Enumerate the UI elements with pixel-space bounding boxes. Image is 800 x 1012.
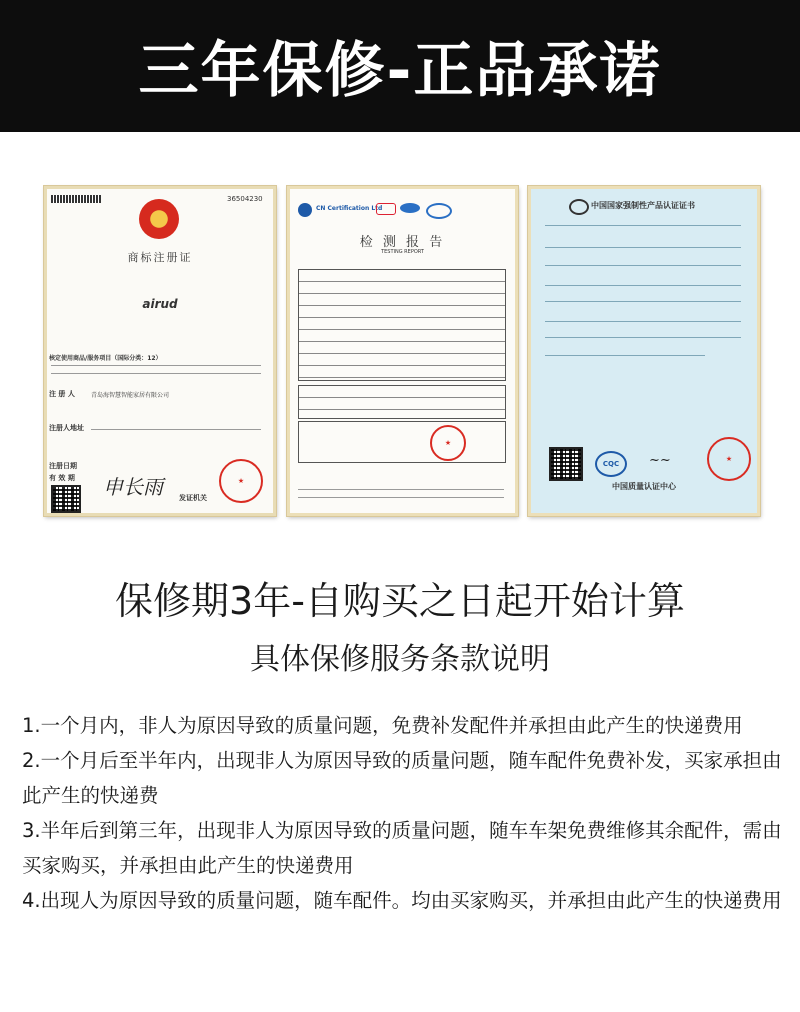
official-seal-icon: ★ [219,459,263,503]
header-barcode [51,195,101,203]
testing-report [287,186,518,516]
ccc-signature: ~~ [649,453,671,468]
ccc-center-name: 中国质量认证中心 [612,482,676,491]
term-item: 2.一个月后至半年内，出现非人为原因导致的质量问题，随车配件免费补发，买家承担由此产生的快递费 [22,749,782,807]
goods-label: 核定使用商品/服务项目（国际分类：12） [49,355,162,362]
report-title: 检 测 报 告 [359,235,446,250]
ccc-logo-icon [569,199,589,215]
signature: 申长雨 [103,475,163,499]
warranty-headline: 保修期3年-自购买之日起开始计算 [115,579,685,623]
report-result-table [298,385,506,419]
cqc-mark-icon: CQC [595,451,627,477]
ccc-qr-code [549,447,583,481]
warranty-subheadline: 具体保修服务条款说明 [250,642,550,677]
cma-mark-icon [376,203,396,215]
address-label: 注册人地址 [49,424,84,432]
report-subtitle: TESTING REPORT [381,249,424,255]
reg-number: 36504230 [227,195,263,203]
issuer-label: 发证机关 [179,494,207,502]
national-emblem-icon [139,199,179,239]
date-label: 注册日期 [49,462,77,470]
top-banner [0,0,800,132]
valid-label: 有 效 期 [49,474,75,482]
term-item: 1.一个月内，非人为原因导致的质量问题，免费补发配件并承担由此产生的快递费用 [22,714,743,737]
org-logo-icon [298,203,312,217]
org-name: CN Certification Ltd [316,205,383,212]
signature-table [298,421,506,463]
registrant-name: 青岛海智慧智能家居有限公司 [91,392,170,399]
term-item: 4.出现人为原因导致的质量问题，随车配件。均由买家购买，并承担由此产生的快递费用 [22,889,782,912]
term-item: 3.半年后到第三年，出现非人为原因导致的质量问题，随车车架免费维修其余配件，需由买家购买，并承担由此产生的快递费用 [22,819,782,877]
ccc-title: 中国国家强制性产品认证证书 [591,201,695,210]
qr-code [51,485,81,513]
trademark-certificate [44,186,276,516]
ccc-seal-icon: ★ [707,437,751,481]
banner-title: 三年保修-正品承诺 [138,36,662,106]
warranty-terms-list [22,708,782,918]
certificate-gallery [44,186,764,518]
trademark-title: 商标注册证 [127,251,193,264]
report-info-table [298,269,506,381]
brand-mark: airud [142,297,178,311]
cnas-mark-icon [426,203,452,219]
test-seal-icon: ★ [430,425,466,461]
ilac-mark-icon [400,203,420,213]
registrant-label: 注 册 人 [49,390,75,398]
ccc-certificate [528,186,760,516]
